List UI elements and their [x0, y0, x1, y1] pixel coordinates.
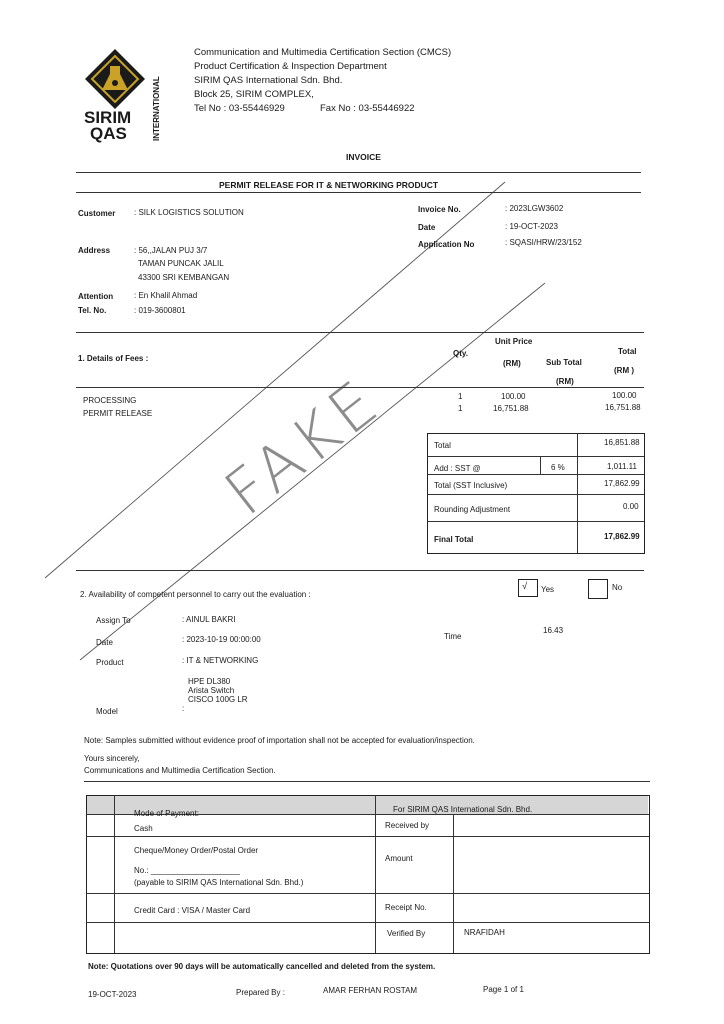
pay-line-3 — [86, 893, 649, 894]
mode-header: Mode of Payment: — [134, 809, 199, 818]
invoice-title: INVOICE — [346, 152, 381, 162]
summary-sst-value: 1,011.11 — [607, 462, 637, 471]
prepared-value: AMAR FERHAN ROSTAM — [323, 986, 418, 995]
logo-emblem — [84, 48, 146, 110]
invoice-no-value: : 2023LGW3602 — [505, 204, 564, 213]
footer-date: 19-OCT-2023 — [88, 990, 137, 999]
tel-label: Tel. No. — [78, 306, 107, 315]
verified-value: NRAFIDAH — [464, 928, 505, 937]
product-value: : IT & NETWORKING — [182, 656, 259, 665]
header-fax: Fax No : 03-55446922 — [320, 103, 415, 114]
no-label: No — [612, 583, 623, 592]
assign-value: : AINUL BAKRI — [182, 615, 236, 624]
summary-line-3 — [427, 494, 644, 495]
model-line-1: HPE DL380 — [188, 677, 231, 686]
summary-line-4 — [427, 521, 644, 522]
fee-row-2-total: 16,751.88 — [605, 403, 641, 412]
divider-avail — [76, 570, 644, 571]
fake-stamp: FAKE — [211, 363, 396, 530]
fee-row-1-total: 100.00 — [612, 391, 637, 400]
header-line1: Communication and Multimedia Certification Section (CMCS) — [194, 47, 452, 58]
yours-sincerely: Yours sincerely, — [84, 754, 140, 763]
model-line-3: CISCO 100G LR — [188, 695, 248, 704]
fee-row-1-qty: 1 — [458, 392, 463, 401]
invoice-no-label: Invoice No. — [418, 205, 461, 214]
col-unit-rm: (RM) — [503, 359, 521, 368]
col-subtotal-rm: (RM) — [556, 377, 574, 386]
tel-value: : 019-3600801 — [134, 306, 186, 315]
invoice-subtitle: PERMIT RELEASE FOR IT & NETWORKING PRODUCT — [219, 180, 439, 190]
verified-by: Verified By — [387, 929, 426, 938]
pay-vline-1 — [114, 795, 115, 953]
col-total: Total — [618, 347, 637, 356]
divider-top — [76, 172, 641, 173]
summary-vline-rate — [540, 456, 541, 474]
invoice-date-value: : 19-OCT-2023 — [505, 222, 558, 231]
attention-value: : En Khalil Ahmad — [134, 291, 198, 300]
pay-vline-3 — [453, 814, 454, 953]
address-line2: TAMAN PUNCAK JALIL — [138, 259, 224, 268]
avail-date-label: Date — [96, 638, 113, 647]
application-label: Application No — [418, 240, 475, 249]
summary-final-value: 17,862.99 — [604, 532, 640, 541]
fees-section-label: 1. Details of Fees : — [78, 354, 149, 363]
avail-date-value: : 2023-10-19 00:00:00 — [182, 635, 261, 644]
assign-label: Assign To — [96, 616, 131, 625]
fee-row-2-qty: 1 — [458, 404, 463, 413]
model-colon: : — [182, 704, 185, 713]
summary-sst-incl-value: 17,862.99 — [604, 479, 640, 488]
product-label: Product — [96, 658, 124, 667]
pay-line-4 — [86, 922, 649, 923]
divider-fees-head — [76, 387, 644, 388]
sirim-logo — [82, 46, 168, 146]
invoice-date-label: Date — [418, 223, 436, 232]
col-total-rm: (RM ) — [614, 366, 634, 375]
header-tel: Tel No : 03-55446929 — [194, 103, 285, 114]
address-label: Address — [78, 246, 111, 255]
page-number: Page 1 of 1 — [483, 985, 524, 994]
summary-total-label: Total — [434, 441, 451, 450]
pay-payable: (payable to SIRIM QAS International Sdn. Bhd.) — [134, 878, 304, 887]
time-label: Time — [444, 632, 462, 641]
header-line2: Product Certification & Inspection Department — [194, 61, 387, 72]
divider-sub — [76, 192, 641, 193]
fee-row-1-unit: 100.00 — [501, 392, 526, 401]
pay-cash: Cash — [134, 824, 153, 833]
quotation-note: Note: Quotations over 90 days will be automatically cancelled and deleted from the system. — [88, 962, 436, 971]
summary-sst-incl-label: Total (SST Inclusive) — [434, 481, 508, 490]
summary-rounding-value: 0.00 — [623, 502, 639, 511]
customer-label: Customer — [78, 209, 116, 218]
divider-payment — [84, 781, 650, 782]
availability-label: 2. Availability of competent personnel to carry out the evaluation : — [80, 590, 311, 599]
pay-vline-2 — [375, 795, 376, 953]
col-qty: Qty. — [453, 349, 468, 358]
col-unit-price: Unit Price — [495, 337, 533, 346]
logo-text-sirim: SIRIM — [84, 108, 132, 127]
prepared-label: Prepared By : — [236, 988, 285, 997]
summary-line-1 — [427, 456, 644, 457]
address-line3: 43300 SRI KEMBANGAN — [138, 273, 230, 282]
time-value: 16.43 — [543, 626, 564, 635]
summary-sst-label: Add : SST @ — [434, 464, 481, 473]
fee-row-2-unit: 16,751.88 — [493, 404, 529, 413]
received-by: Received by — [385, 821, 430, 830]
logo-text-qas: QAS — [90, 124, 127, 143]
section-signature: Communications and Multimedia Certification Section. — [84, 766, 276, 775]
amount-label: Amount — [385, 854, 413, 863]
pay-credit: Credit Card : VISA / Master Card — [134, 906, 251, 915]
pay-line-2 — [86, 836, 649, 837]
model-label: Model — [96, 707, 118, 716]
sirim-header: For SIRIM QAS International Sdn. Bhd. — [393, 805, 533, 814]
pay-cheque: Cheque/Money Order/Postal Order — [134, 846, 259, 855]
summary-vline — [577, 433, 578, 553]
pay-no: No.: ____________________ — [134, 866, 240, 875]
summary-sst-rate: 6 % — [551, 463, 565, 472]
receipt-no: Receipt No. — [385, 903, 427, 912]
customer-value: : SILK LOGISTICS SOLUTION — [134, 208, 244, 217]
logo-text-international: INTERNATIONAL — [152, 76, 161, 141]
header-line4: Block 25, SIRIM COMPLEX, — [194, 89, 314, 100]
application-value: : SQASI/HRW/23/152 — [505, 238, 582, 247]
address-line1: : 56,,JALAN PUJ 3/7 — [134, 246, 208, 255]
summary-rounding-label: Rounding Adjustment — [434, 505, 511, 514]
summary-line-2 — [427, 474, 644, 475]
yes-label: Yes — [541, 585, 555, 594]
summary-total-value: 16,851.88 — [604, 438, 640, 447]
yes-checkbox[interactable] — [518, 579, 538, 597]
fee-row-1-desc: PROCESSING — [83, 396, 137, 405]
yes-check-mark: √ — [522, 581, 528, 592]
divider-fees — [76, 332, 644, 333]
note-text: Note: Samples submitted without evidence proof of importation shall not be accepted for evaluation/inspection. — [84, 736, 475, 745]
attention-label: Attention — [78, 292, 114, 301]
header-line3: SIRIM QAS International Sdn. Bhd. — [194, 75, 343, 86]
no-checkbox[interactable] — [588, 579, 608, 599]
model-line-2: Arista Switch — [188, 686, 235, 695]
fee-row-2-desc: PERMIT RELEASE — [83, 409, 153, 418]
col-subtotal: Sub Total — [546, 358, 582, 367]
summary-final-label: Final Total — [434, 535, 474, 544]
